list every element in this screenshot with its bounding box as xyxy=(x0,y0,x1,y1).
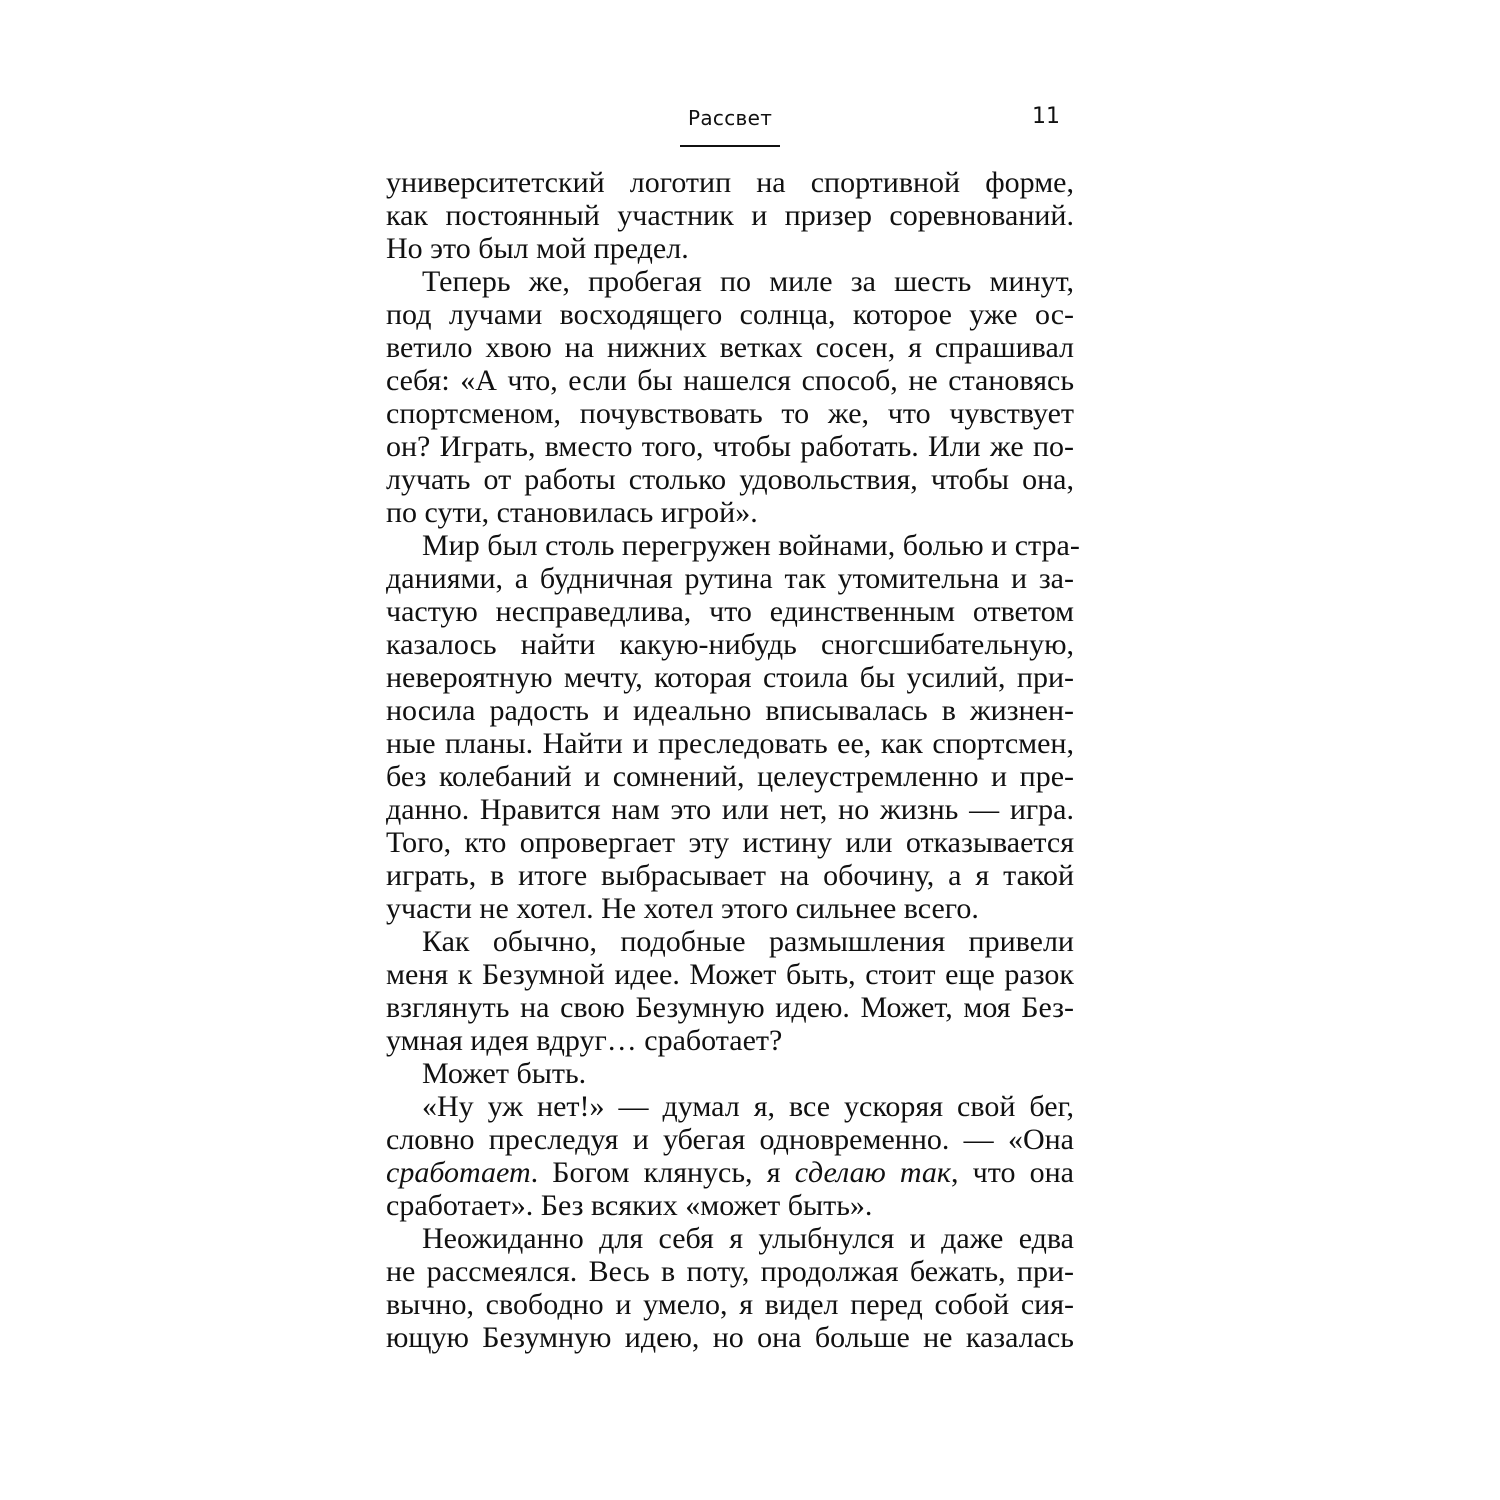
text-line: ющую Безумную идею, но она больше не казалась xyxy=(386,1321,1074,1354)
text-line: Может быть. xyxy=(422,1057,587,1090)
text-line: играть, в итоге выбрасывает на обочину, а я такой xyxy=(386,859,1074,892)
text-line: не рассмеялся. Весь в поту, продолжая бежать, при- xyxy=(386,1255,1074,1288)
paragraph-6 xyxy=(386,1090,1074,1222)
paragraph-4 xyxy=(386,925,1074,1057)
text-line: себя: «А что, если бы нашелся способ, не становясь xyxy=(386,364,1074,397)
text-line: по сути, становилась игрой». xyxy=(386,496,758,529)
text-line: Того, кто опровергает эту истину или отказывается xyxy=(386,826,1074,859)
text-line: Теперь же, пробегая по миле за шесть минут, xyxy=(422,265,1074,298)
paragraph-1 xyxy=(386,166,1074,265)
text-line: как постоянный участник и призер соревнований. xyxy=(386,199,1074,232)
text-line: вычно, свободно и умело, я видел перед собой сия- xyxy=(386,1288,1074,1321)
running-head-rule xyxy=(680,145,780,147)
text-line: взглянуть на свою Безумную идею. Может, моя Без- xyxy=(386,991,1074,1024)
text-line: спортсменом, почувствовать то же, что чувствует xyxy=(386,397,1074,430)
text-line: данно. Нравится нам это или нет, но жизнь — игра. xyxy=(386,793,1074,826)
text-line: «Ну уж нет!» — думал я, все ускоряя свой бег, xyxy=(422,1090,1074,1123)
text-line: частую несправедлива, что единственным ответом xyxy=(386,595,1074,628)
text-line: университетский логотип на спортивной форме, xyxy=(386,166,1074,199)
text-line: невероятную мечту, которая стоила бы усилий, при- xyxy=(386,661,1074,694)
paragraph-7 xyxy=(386,1222,1074,1354)
text-run: . Богом клянусь, я xyxy=(530,1156,795,1189)
text-line: без колебаний и сомнений, целеустремленно и пре- xyxy=(386,760,1074,793)
italic-phrase: сработает xyxy=(386,1156,531,1189)
body-text xyxy=(386,166,1080,1354)
text-line: Но это был мой предел. xyxy=(386,232,689,265)
paragraph-3 xyxy=(386,529,1080,925)
text-line: Как обычно, подобные размышления привели xyxy=(422,925,1074,958)
text-line: даниями, а будничная рутина так утомительна и за- xyxy=(386,562,1074,595)
text-run: , что она xyxy=(950,1156,1074,1189)
running-head-title: Рассвет xyxy=(688,106,773,130)
text-line: ветило хвою на нижних ветках сосен, я спрашивал xyxy=(386,331,1074,364)
text-line: Мир был столь перегружен войнами, болью и стра- xyxy=(422,529,1080,562)
paragraph-5 xyxy=(386,1057,1074,1090)
text-line: ные планы. Найти и преследовать ее, как спортсмен, xyxy=(386,727,1074,760)
italic-phrase: сделаю так xyxy=(794,1156,951,1189)
text-line: сработает». Без всяких «может быть». xyxy=(386,1189,873,1222)
paragraph-2 xyxy=(386,265,1074,529)
text-line: лучать от работы столько удовольствия, чтобы она, xyxy=(386,463,1074,496)
text-line: под лучами восходящего солнца, которое уже ос- xyxy=(386,298,1074,331)
text-line: участи не хотел. Не хотел этого сильнее всего. xyxy=(386,892,979,925)
text-line: он? Играть, вместо того, чтобы работать. Или же по- xyxy=(386,430,1074,463)
text-line: Неожиданно для себя я улыбнулся и даже едва xyxy=(422,1222,1074,1255)
text-line: меня к Безумной идее. Может быть, стоит еще разок xyxy=(386,958,1074,991)
text-line: словно преследуя и убегая одновременно. — «Она xyxy=(386,1123,1074,1156)
text-line: казалось найти какую-нибудь сногсшибательную, xyxy=(386,628,1074,661)
text-line: носила радость и идеально вписывалась в жизнен- xyxy=(386,694,1074,727)
text-line: умная идея вдруг… сработает? xyxy=(386,1024,783,1057)
text-line-mixed xyxy=(386,1156,1074,1189)
page-number: 11 xyxy=(1032,104,1060,129)
